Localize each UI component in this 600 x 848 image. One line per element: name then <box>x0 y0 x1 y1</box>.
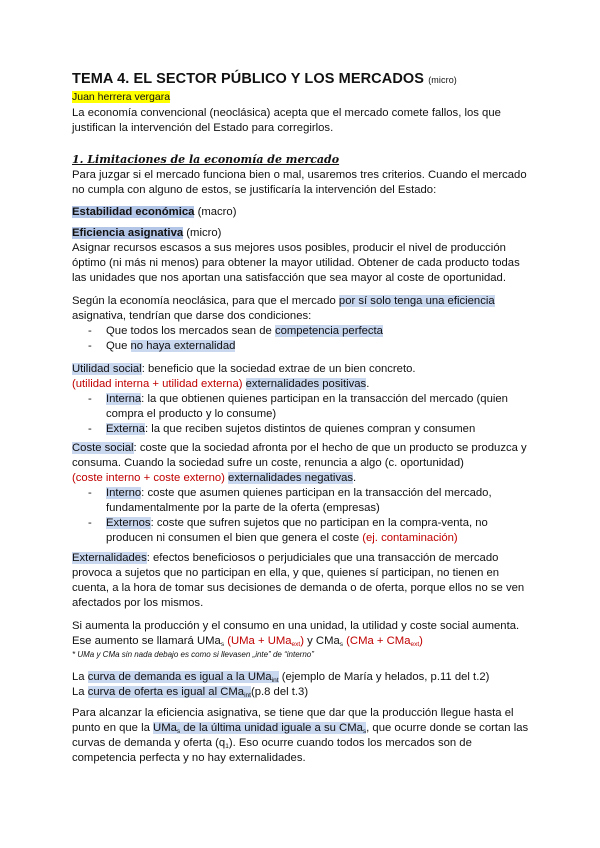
list-item: - Interno: coste que asumen quienes participan en la transacción del mercado, fundamentalmente por la parte de la oferta (empresas) <box>72 486 532 516</box>
social-cost-paragraph: Coste social: coste que la sociedad afronta por el hecho de que un producto se produzca y consuma. Cuando la sociedad sufre un coste, renuncia a algo (c. oportunidad) (coste interno + coste externo) externalidades negativas. <box>72 442 527 484</box>
list-item: - Externa: la que reciben sujetos distintos de quienes compran y consumen <box>72 422 532 437</box>
author: Juan herrera vergara <box>72 91 171 103</box>
intro-paragraph: La economía convencional (neoclásica) acepta que el mercado comete fallos, los que justifican la intervención del Estado para corregirlos. <box>72 107 501 134</box>
criteria-paragraph: Para juzgar si el mercado funciona bien o mal, usaremos tres criterios. Cuando el mercado no cumpla con alguno de estos, se justificaría la intervención del Estado: <box>72 169 527 196</box>
list-item: - Que todos los mercados sean de competencia perfecta <box>72 324 532 339</box>
social-utility-paragraph: Utilidad social: beneficio que la sociedad extrae de un bien concreto. (utilidad interna + utilidad externa) externalidades positivas. <box>72 363 416 390</box>
cost-list <box>72 486 532 546</box>
neoclassical-paragraph: Según la economía neoclásica, para que el mercado por sí solo tenga una eficiencia asignativa, tendrían que darse dos condiciones: <box>72 295 495 322</box>
section-heading: 1. Limitaciones de la economía de mercado <box>72 153 340 166</box>
criterion-efficiency: Eficiencia asignativa (micro) <box>72 227 222 239</box>
marginal-paragraph: Si aumenta la producción y el consumo en una unidad, la utilidad y coste social aumenta. Ese aumento se llamará UMa$_s$ (UMa + UMa$_{ext}$) y CMa$_s$ (CMa + CMa$_{ext}$) <box>72 620 520 648</box>
externalities-paragraph: Externalidades: efectos beneficiosos o perjudiciales que una transacción de mercado provoca a sujetos que no participan en ella, y que, quienes sí participan, no tienen en cuenta, a la hora de tomar sus decisiones de demanda o de oferta, porque ellos no se ven afectados por los mismos. <box>72 552 525 609</box>
list-item: - Interna: la que obtienen quienes participan en la transacción del mercado (quien compra el producto y lo consume) <box>72 392 532 422</box>
criterion-stability: Estabilidad económica (macro) <box>72 206 237 218</box>
efficiency-paragraph: Asignar recursos escasos a sus mejores usos posibles, producir el nivel de producción óptimo (ni más ni menos) para obtener la mayor utilidad. Obtener de cada producto todas las unidades que nos aportan una satisfacción que sea mayor al coste de oportunidad. <box>72 242 520 284</box>
final-paragraph: Para alcanzar la eficiencia asignativa, se tiene que dar que la producción llegue hasta el punto en que la UMa$_s$ de la última unidad iguale a su CMa$_s$, que ocurre donde se cortan las curvas de demanda y oferta $(q_1)$. Eso ocurre cuando todos los mercados son de competencia perfecta y no hay externalidades. <box>72 707 529 764</box>
footnote: * UMa y CMa sin nada debajo es como si llevasen „inte” de “interno” <box>72 650 314 659</box>
page-title: TEMA 4. EL SECTOR PÚBLICO Y LOS MERCADOS (micro) <box>72 71 457 87</box>
conditions-list <box>72 324 532 354</box>
list-item: - Externos: coste que sufren sujetos que no participan en la compra-venta, no producen ni consumen el bien que genera el coste (ej. contaminación) <box>72 516 532 546</box>
supply-curve-line: La curva de oferta es igual al CMa$_{int}$(p.8 del t.3) <box>72 686 309 699</box>
list-item: - Que no haya externalidad <box>72 339 532 354</box>
demand-curve-line: La curva de demanda es igual a la UMa$_{int}$ (ejemplo de María y helados, p.11 del t.2) <box>72 671 490 684</box>
utility-list <box>72 392 532 437</box>
